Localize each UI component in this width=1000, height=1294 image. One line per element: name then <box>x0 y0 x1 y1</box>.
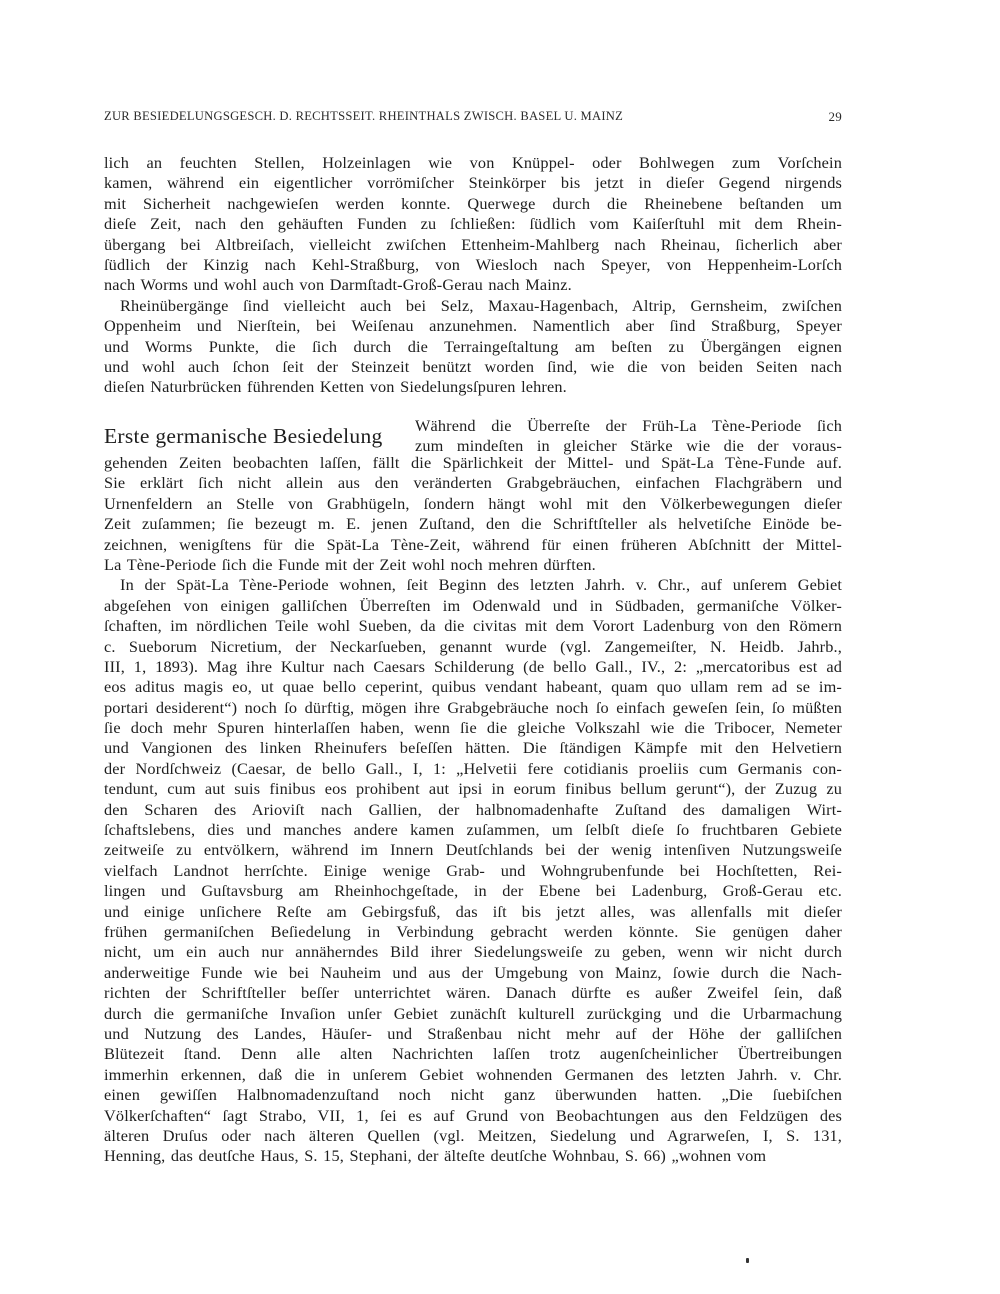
body-text-top <box>104 153 842 398</box>
section-side-text <box>415 416 842 457</box>
text-line: Zeit zuſammen; ſie bezeugt m. E. jenen Zuſtand, den die Schriftſteller als helvetiſche Einöde be- <box>104 514 842 534</box>
body-text-bottom <box>104 453 842 1167</box>
text-line: zeitweiſe zu entvölkern, während im Innern Deutſchlands bei der wenig intenſiven Nutzungsweiſe <box>104 840 842 860</box>
text-line: nicht, um ein auch nur annäherndes Bild ihrer Siedelungsweiſe zu geben, wenn wir nicht durch <box>104 942 842 962</box>
text-line: frühen germaniſchen Beſiedelung in Verbindung gebracht werden könnte. Sie genügen daher <box>104 921 842 941</box>
text-line: Völkerſchaften“ ſagt Strabo, VII, 1, ſei es auf Grund von Beobachtungen aus den Feldzügen des <box>104 1105 842 1125</box>
page-number: 29 <box>828 109 842 124</box>
text-line: und Nutzung des Landes, Häuſer- und Straßenbau nicht mehr auf der Höhe der galliſchen <box>104 1023 842 1043</box>
text-line: anderweitige Funde wie bei Nauheim und aus der Umgebung von Mainz, ſowie durch die Nach- <box>104 962 842 982</box>
text-line: ſchaften, im nördlichen Teile wohl Sueben, da die civitas mit dem Vorort Ladenburg von den Römern <box>104 616 842 636</box>
text-line: immerhin erkennen, daß die in unſerem Gebiet wohnenden Germanen des letzten Jahrh. v. Chr. <box>104 1064 842 1084</box>
text-line: einen gewiſſen Halbnomadenzuſtand noch nicht ganz überwunden hatten. „Die ſuebiſchen <box>104 1085 842 1105</box>
text-line: lich an feuchten Stellen, Holzeinlagen wie von Knüppel- oder Bohlwegen zum Vorſchein <box>104 153 842 172</box>
text-line: Blütezeit ſtand. Denn alle alten Nachrichten laſſen trotz augenſcheinlicher Übertreibungen <box>104 1044 842 1064</box>
text-line: zum mindeſten in gleicher Stärke wie die der voraus- <box>415 436 842 456</box>
text-line: portari desiderent“) noch ſo dürftig, mögen ihre Grabgebräuche noch ſo einfach geweſen ſein, ſo müßten <box>104 697 842 717</box>
text-line: c. Sueborum Nicretium, der Neckarſueben, genannt wurde (vgl. Zangemeiſter, N. Heidb. Jahrb., <box>104 636 842 656</box>
text-line: eos aditus magis eo, ut quae bello ceperint, quibus vendant habeant, quam quo ullam rem ad se im- <box>104 677 842 697</box>
running-head <box>104 109 842 129</box>
text-line: und Vangionen des linken Rheinufers beſeſſen hätten. Die ſtändigen Kämpfe mit den Helvetiern <box>104 738 842 758</box>
text-line: und wohl auch ſchon ſeit der Steinzeit benützt worden ſind, wie die von beiden Seiten nach <box>104 356 842 376</box>
text-line: tendunt, cum aut suis finibus eos prohibent aut ipsi in eorum finibus bellum gerunt“), der Zuzug zu <box>104 779 842 799</box>
text-line: den Scharen des Arioviſt nach Gallien, der halbnomadenhafte Zuſtand des damaligen Wirt- <box>104 799 842 819</box>
text-line: Rheinübergänge ſind vielleicht auch bei Selz, Maxau-Hagenbach, Altrip, Gernsheim, zwiſchen <box>120 295 842 315</box>
paragraph <box>104 153 842 296</box>
text-line: gehenden Zeiten beobachten laſſen, fällt die Spärlichkeit der Mittel- und Spät-La Tène-Funde auf. <box>104 453 842 472</box>
text-line: vielfach Landnot herrſchte. Einige wenige Grab- und Wohngrubenfunde bei Hochſtetten, Rei- <box>104 860 842 880</box>
text-line: Henning, das deutſche Haus, S. 15, Stephani, der älteſte deutſche Wohnbau, S. 66) „wohnen vom <box>104 1146 767 1166</box>
text-line: dieſe Zeit, nach den gehäuften Funden zu ſchließen: ſüdlich vom Kaiſerſtuhl mit dem Rhein- <box>104 214 842 234</box>
text-line: nach Worms und wohl auch von Darmſtadt-Groß-Gerau nach Mainz. <box>104 275 572 295</box>
text-line: Urnenfeldern an Stelle von Grabhügeln, ſondern hängt wohl mit den Völkerbewegungen dieſer <box>104 493 842 513</box>
text-line: abgeſehen von einigen galliſchen Überreſten im Odenwald und in Südbaden, germaniſche Völker- <box>104 595 842 615</box>
text-line: richten der Schriftſteller beſſer unterrichtet wären. Danach dürfte es außer Zweifel ſein, daß <box>104 983 842 1003</box>
text-line: und Worms Punkte, die ſich durch die Terraingeſtaltung am beſten zu Übergängen eignen <box>104 336 842 356</box>
paragraph <box>104 453 842 575</box>
text-line: dieſen Naturbrücken führenden Ketten von Siedelungsſpuren lehren. <box>104 377 567 397</box>
text-line: übergang bei Altbreiſach, vielleicht zwiſchen Ettenheim-Mahlberg nach Rheinau, ſicherlich aber <box>104 234 842 254</box>
text-line: ſüdlich der Kinzig nach Kehl-Straßburg, von Wiesloch nach Speyer, von Heppenheim-Lorſch <box>104 254 842 274</box>
text-line: Oppenheim und Nierſtein, bei Weiſenau anzunehmen. Namentlich aber ſind Straßburg, Speyer <box>104 316 842 336</box>
text-line: Sie erklärt ſich nicht allein aus den veränderten Grabgebräuchen, einfachen Flachgräbern und <box>104 473 842 493</box>
text-line: lingen und Guſtavsburg am Rheinhochgeſtade, in der Ebene bei Ladenburg, Groß-Gerau etc. <box>104 881 842 901</box>
text-line: III, 1, 1893). Mag ihre Kultur nach Caesars Schilderung (de bello Gall., IV., 2: „mercatoribus est ad <box>104 656 842 676</box>
text-line: älteren Druſus oder nach älteren Quellen (vgl. Meitzen, Siedelung und Agrarweſen, I, S. 131, <box>104 1125 842 1145</box>
print-speck <box>746 1258 749 1263</box>
text-line: zeichnen, wenigſtens für die Spät-La Tène-Zeit, während für einen früheren Abſchnitt der Mittel- <box>104 534 842 554</box>
section-heading-area <box>104 416 842 456</box>
text-line: In der Spät-La Tène-Periode wohnen, ſeit Beginn des letzten Jahrh. v. Chr., auf unſerem Gebiet <box>120 575 842 595</box>
running-head-title: ZUR BESIEDELUNGSGESCH. D. RECHTSSEIT. RHEINTHALS ZWISCH. BASEL U. MAINZ <box>104 109 624 123</box>
text-line: durch die germaniſche Invaſion unſer Gebiet zunächſt kulturell zurückging und die Urbarmachung <box>104 1003 842 1023</box>
text-line: der Nordſchweiz (Caesar, de bello Gall., I, 1: „Helvetii fere cotidianis proeliis cum Germanis con- <box>104 758 842 778</box>
paragraph <box>104 575 842 1166</box>
text-line: mit Sicherheit nachgewieſen werden konnte. Querwege durch die Rheinebene beſtanden um <box>104 193 842 213</box>
text-line: Während die Überreſte der Früh-La Tène-Periode ſich <box>415 416 842 435</box>
text-line: und einige unſichere Reſte am Gebirgsfuß, das iſt bis jetzt alles, was allenfalls mit dieſer <box>104 901 842 921</box>
section-heading: Erste germanische Besiedelung <box>104 424 383 448</box>
text-line: ſchaftslebens, dies und manches andere kamen zuſammen, um ſelbſt dieſe ſo fruchtbaren Gebiete <box>104 820 842 840</box>
text-line: ſie doch mehr Spuren hinterlaſſen haben, wenn ſie die gleiche Volkszahl wie die Triboсer, Nemeter <box>104 718 842 738</box>
text-line: La Tène-Periode ſich die Funde mit der Zeit wohl noch mehren dürften. <box>104 554 596 574</box>
paragraph <box>104 296 842 398</box>
text-line: kamen, während ein eigentlicher vorrömiſcher Steinkörper bis jetzt in dieſer Gegend nirgends <box>104 173 842 193</box>
